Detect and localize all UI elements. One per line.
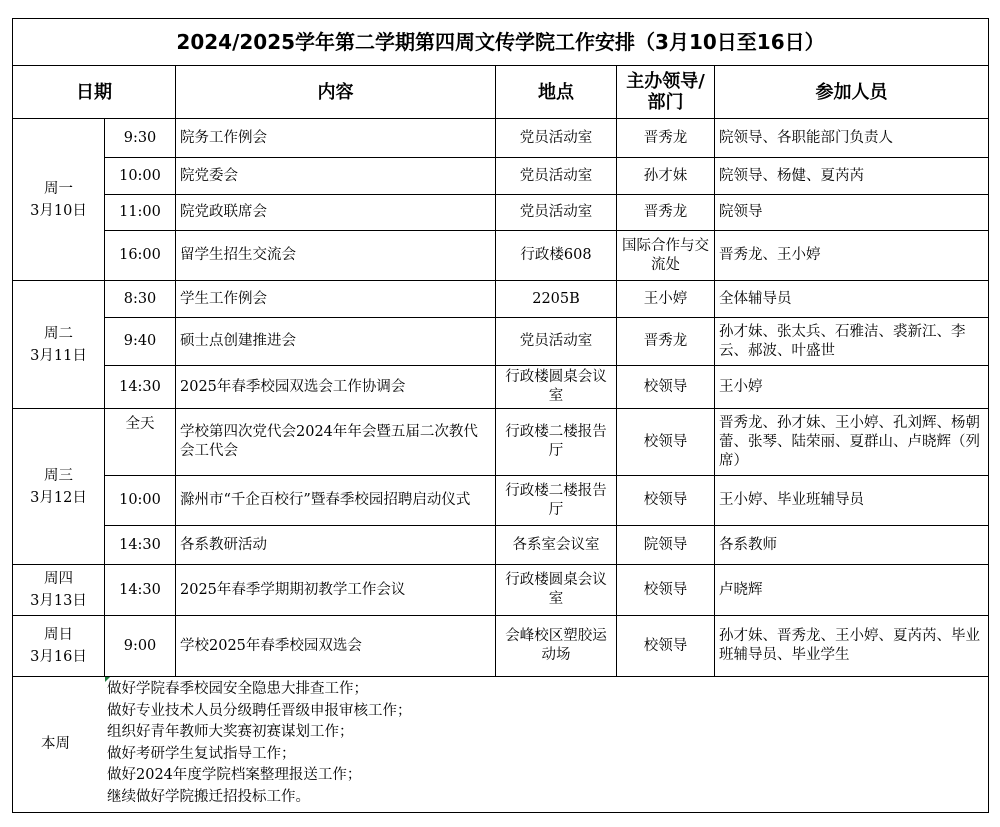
table-row bbox=[13, 158, 989, 195]
location-cell: 各系室会议室 bbox=[496, 526, 617, 565]
week-tasks-cell bbox=[13, 677, 989, 813]
host-cell: 晋秀龙 bbox=[617, 318, 715, 366]
content-cell: 院务工作例会 bbox=[176, 119, 496, 158]
participants-cell: 院领导、杨健、夏芮芮 bbox=[715, 158, 989, 195]
week-task-item: 组织好青年教师大奖赛初赛谋划工作； bbox=[107, 724, 354, 740]
participants-cell: 院领导 bbox=[715, 195, 989, 231]
table-row bbox=[13, 318, 989, 366]
location-cell: 党员活动室 bbox=[496, 158, 617, 195]
page-title: 2024/2025学年第二学期第四周文传学院工作安排（3月10日至16日） bbox=[13, 19, 989, 66]
content-cell: 2025年春季学期期初教学工作会议 bbox=[176, 565, 496, 616]
header-row bbox=[13, 66, 989, 119]
time-cell: 9:40 bbox=[105, 318, 176, 366]
table-row bbox=[13, 565, 989, 616]
day-cell-sun bbox=[13, 616, 105, 677]
participants-cell: 王小婷、毕业班辅导员 bbox=[715, 476, 989, 526]
location-cell: 会峰校区塑胶运动场 bbox=[496, 616, 617, 677]
time-cell: 14:30 bbox=[105, 565, 176, 616]
host-cell: 王小婷 bbox=[617, 281, 715, 318]
week-label: 本周 bbox=[41, 735, 70, 752]
header-content: 内容 bbox=[176, 66, 496, 119]
header-participants: 参加人员 bbox=[715, 66, 989, 119]
header-location: 地点 bbox=[496, 66, 617, 119]
time-cell: 8:30 bbox=[105, 281, 176, 318]
location-cell: 2205B bbox=[496, 281, 617, 318]
content-cell: 2025年春季校园双选会工作协调会 bbox=[176, 366, 496, 409]
host-cell: 校领导 bbox=[617, 565, 715, 616]
table-row bbox=[13, 195, 989, 231]
host-cell: 孙才妹 bbox=[617, 158, 715, 195]
location-cell: 行政楼二楼报告厅 bbox=[496, 409, 617, 476]
content-cell: 滁州市“千企百校行”暨春季校园招聘启动仪式 bbox=[176, 476, 496, 526]
location-cell: 党员活动室 bbox=[496, 195, 617, 231]
participants-cell: 孙才妹、张太兵、石雅洁、裘新江、李云、郝波、叶盛世 bbox=[715, 318, 989, 366]
host-cell: 院领导 bbox=[617, 526, 715, 565]
location-cell: 行政楼圆桌会议室 bbox=[496, 565, 617, 616]
date-label: 3月13日 bbox=[30, 593, 87, 609]
week-task-list bbox=[107, 679, 984, 808]
table-row bbox=[13, 616, 989, 677]
date-label: 3月12日 bbox=[30, 489, 87, 506]
day-cell-wed bbox=[13, 409, 105, 565]
time-cell: 14:30 bbox=[105, 366, 176, 409]
host-cell: 校领导 bbox=[617, 616, 715, 677]
host-cell: 校领导 bbox=[617, 476, 715, 526]
table-row bbox=[13, 526, 989, 565]
day-cell-tue bbox=[13, 281, 105, 409]
time-cell: 11:00 bbox=[105, 195, 176, 231]
table-row bbox=[13, 281, 989, 318]
location-cell: 行政楼圆桌会议室 bbox=[496, 366, 617, 409]
week-task-item: 做好学院春季校园安全隐患大排查工作； bbox=[107, 681, 368, 697]
week-tasks-row bbox=[13, 677, 989, 813]
participants-cell: 全体辅导员 bbox=[715, 281, 989, 318]
content-cell: 院党政联席会 bbox=[176, 195, 496, 231]
date-label: 3月16日 bbox=[30, 649, 87, 665]
weekday-label: 周四 bbox=[44, 571, 73, 587]
host-cell: 晋秀龙 bbox=[617, 195, 715, 231]
participants-cell: 晋秀龙、孙才妹、王小婷、孔刘辉、杨朝蕾、张琴、陆荣丽、夏群山、卢晓辉（列席） bbox=[715, 409, 989, 476]
date-label: 3月11日 bbox=[30, 347, 87, 364]
table-row bbox=[13, 409, 989, 476]
content-cell: 学校第四次党代会2024年年会暨五届二次教代会工代会 bbox=[176, 409, 496, 476]
location-cell: 行政楼二楼报告厅 bbox=[496, 476, 617, 526]
table-row bbox=[13, 366, 989, 409]
date-label: 3月10日 bbox=[30, 202, 87, 219]
time-cell: 16:00 bbox=[105, 231, 176, 281]
time-cell: 全天 bbox=[105, 409, 176, 476]
time-cell: 10:00 bbox=[105, 158, 176, 195]
week-task-item: 做好考研学生复试指导工作； bbox=[107, 745, 296, 762]
content-cell: 学生工作例会 bbox=[176, 281, 496, 318]
weekday-label: 周日 bbox=[44, 627, 73, 643]
participants-cell: 孙才妹、晋秀龙、王小婷、夏芮芮、毕业班辅导员、毕业学生 bbox=[715, 616, 989, 677]
participants-cell: 院领导、各职能部门负责人 bbox=[715, 119, 989, 158]
schedule-sheet bbox=[12, 18, 988, 813]
participants-cell: 王小婷 bbox=[715, 366, 989, 409]
participants-cell: 晋秀龙、王小婷 bbox=[715, 231, 989, 281]
host-cell: 校领导 bbox=[617, 409, 715, 476]
content-cell: 留学生招生交流会 bbox=[176, 231, 496, 281]
content-cell: 各系教研活动 bbox=[176, 526, 496, 565]
table-row bbox=[13, 231, 989, 281]
table-row bbox=[13, 119, 989, 158]
day-cell-mon bbox=[13, 119, 105, 281]
time-cell: 9:00 bbox=[105, 616, 176, 677]
header-host: 主办领导/部门 bbox=[617, 66, 715, 119]
week-task-item: 做好2024年度学院档案整理报送工作； bbox=[107, 767, 362, 783]
header-date: 日期 bbox=[13, 66, 176, 119]
weekday-label: 周一 bbox=[44, 180, 73, 197]
content-cell: 硕士点创建推进会 bbox=[176, 318, 496, 366]
week-task-item: 继续做好学院搬迁招投标工作。 bbox=[107, 788, 310, 805]
week-task-item: 做好专业技术人员分级聘任晋级申报审核工作； bbox=[107, 702, 412, 719]
host-cell: 国际合作与交流处 bbox=[617, 231, 715, 281]
host-cell: 晋秀龙 bbox=[617, 119, 715, 158]
cell-comment-marker bbox=[105, 677, 110, 682]
location-cell: 党员活动室 bbox=[496, 318, 617, 366]
day-cell-thu bbox=[13, 565, 105, 616]
participants-cell: 各系教师 bbox=[715, 526, 989, 565]
time-cell: 9:30 bbox=[105, 119, 176, 158]
host-cell: 校领导 bbox=[617, 366, 715, 409]
weekday-label: 周三 bbox=[44, 467, 73, 484]
location-cell: 行政楼608 bbox=[496, 231, 617, 281]
time-cell: 10:00 bbox=[105, 476, 176, 526]
content-cell: 院党委会 bbox=[176, 158, 496, 195]
content-cell: 学校2025年春季校园双选会 bbox=[176, 616, 496, 677]
weekday-label: 周二 bbox=[44, 325, 73, 342]
participants-cell: 卢晓辉 bbox=[715, 565, 989, 616]
schedule-table bbox=[12, 18, 989, 813]
time-cell: 14:30 bbox=[105, 526, 176, 565]
table-row bbox=[13, 476, 989, 526]
location-cell: 党员活动室 bbox=[496, 119, 617, 158]
